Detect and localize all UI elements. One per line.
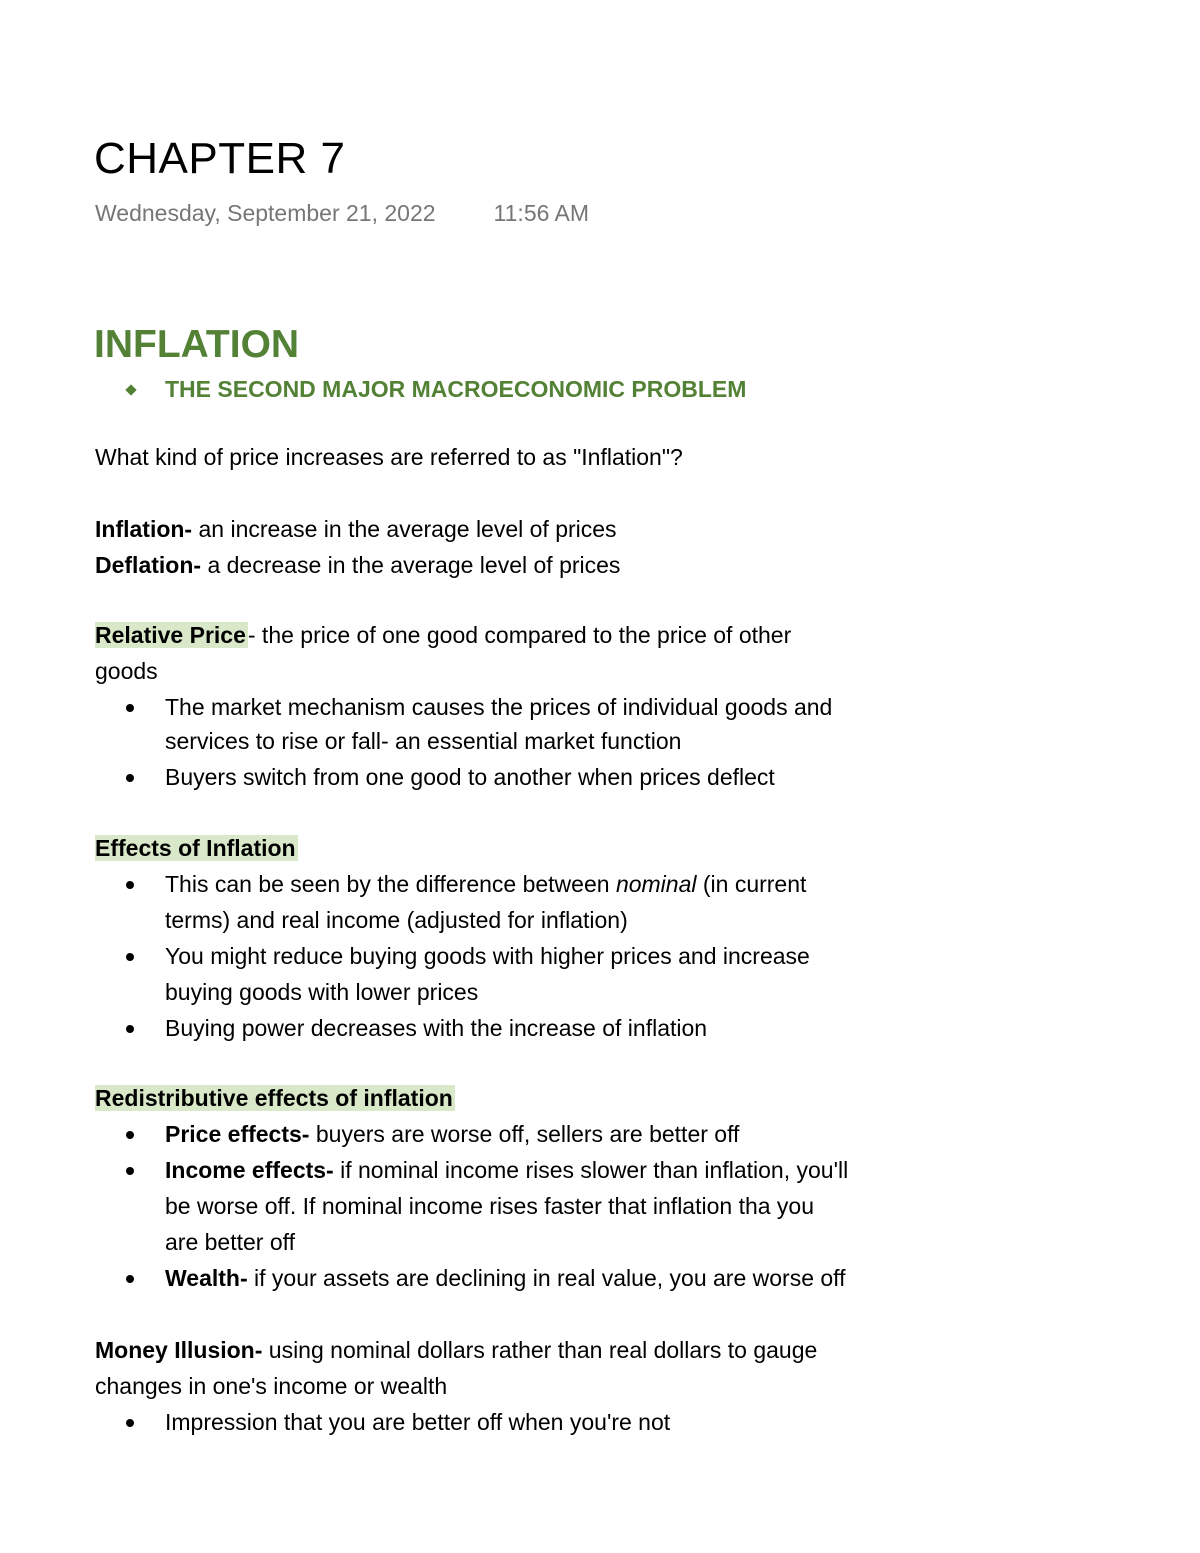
relative-price-term: Relative Price	[95, 622, 246, 648]
bullet-text-part: This can be seen by the difference between	[165, 871, 616, 897]
diamond-bullet-icon	[125, 384, 136, 395]
bullet-icon	[126, 1131, 134, 1139]
bullet-text: be worse off. If nominal income rises faster that inflation tha you	[165, 1193, 815, 1219]
bullet-text	[165, 1260, 975, 1296]
page-timestamp	[95, 197, 589, 229]
bullet-icon	[126, 1419, 134, 1427]
bullet-text: Buying power decreases with the increase of inflation	[165, 1015, 708, 1041]
bullet-icon	[126, 704, 134, 712]
money-illusion-section	[95, 1332, 975, 1440]
effects-heading: Effects of Inflation	[95, 835, 296, 861]
bullet-icon	[126, 1167, 134, 1175]
bullet-icon	[126, 953, 134, 961]
subheading-text: THE SECOND MAJOR MACROECONOMIC PROBLEM	[165, 376, 747, 402]
page-time: 11:56 AM	[493, 200, 590, 226]
list-item	[95, 1152, 975, 1260]
page-title: CHAPTER 7	[94, 134, 346, 183]
bullet-text: Buyers switch from one good to another when prices deflect	[165, 764, 775, 790]
bullet-text	[165, 1152, 975, 1188]
bullet-icon	[126, 1025, 134, 1033]
list-item	[95, 1260, 975, 1296]
relative-price-text-cont: goods	[95, 658, 158, 684]
effects-heading-line	[95, 830, 975, 866]
page-date: Wednesday, September 21, 2022	[95, 200, 436, 226]
deflation-text: a decrease in the average level of prices	[201, 552, 621, 578]
deflation-definition	[95, 547, 975, 583]
bullet-text-part: buyers are worse off, sellers are better off	[309, 1121, 740, 1147]
bullet-text: terms) and real income (adjusted for inflation)	[165, 907, 628, 933]
redistributive-bullets	[95, 1116, 975, 1296]
bullet-text	[165, 1116, 975, 1152]
bullet-term: Price effects-	[165, 1121, 310, 1147]
bullet-icon	[126, 881, 134, 889]
list-item	[95, 866, 975, 938]
bullet-text: The market mechanism causes the prices of individual goods and	[165, 694, 833, 720]
money-illusion-bullets	[95, 1404, 975, 1440]
question-paragraph	[95, 439, 975, 475]
inflation-text: an increase in the average level of prices	[192, 516, 617, 542]
relative-price-definition	[95, 617, 975, 653]
list-item	[95, 689, 975, 759]
list-item	[95, 759, 975, 795]
money-illusion-text-cont: changes in one's income or wealth	[95, 1373, 448, 1399]
relative-price-text: - the price of one good compared to the price of other	[247, 622, 792, 648]
bullet-italic-term: nominal	[615, 871, 697, 897]
bullet-term: Wealth-	[165, 1265, 248, 1291]
definitions-paragraph	[95, 511, 975, 583]
bullet-text-part: if nominal income rises slower than inflation, you'll	[333, 1157, 849, 1183]
money-illusion-definition	[95, 1332, 975, 1368]
money-illusion-term: Money Illusion-	[95, 1337, 263, 1363]
bullet-text: buying goods with lower prices	[165, 979, 479, 1005]
list-item	[95, 1404, 975, 1440]
list-item	[95, 1116, 975, 1152]
list-item	[95, 1010, 975, 1046]
section-subheading	[95, 372, 747, 406]
effects-bullets	[95, 866, 975, 1046]
relative-price-section	[95, 617, 975, 795]
bullet-text: Impression that you are better off when you're not	[165, 1409, 671, 1435]
bullet-icon	[126, 1275, 134, 1283]
bullet-text: You might reduce buying goods with higher prices and increase	[165, 943, 810, 969]
redistributive-heading-line	[95, 1080, 975, 1116]
money-illusion-text: using nominal dollars rather than real dollars to gauge	[262, 1337, 818, 1363]
redistributive-heading: Redistributive effects of inflation	[95, 1085, 453, 1111]
bullet-term: Income effects-	[165, 1157, 334, 1183]
bullet-text: are better off	[165, 1229, 295, 1255]
list-item	[95, 938, 975, 1010]
bullet-text-part: (in current	[696, 871, 807, 897]
question-text: What kind of price increases are referred to as "Inflation"?	[95, 444, 683, 470]
deflation-term: Deflation-	[95, 552, 202, 578]
section-heading: INFLATION	[94, 323, 300, 366]
redistributive-section	[95, 1080, 975, 1296]
effects-section	[95, 830, 975, 1046]
inflation-term: Inflation-	[95, 516, 193, 542]
bullet-text: services to rise or fall- an essential market function	[165, 728, 682, 754]
bullet-text	[165, 866, 975, 902]
bullet-text-part: if your assets are declining in real value, you are worse off	[247, 1265, 846, 1291]
relative-price-bullets	[95, 689, 975, 795]
inflation-definition	[95, 511, 975, 547]
bullet-icon	[126, 774, 134, 782]
